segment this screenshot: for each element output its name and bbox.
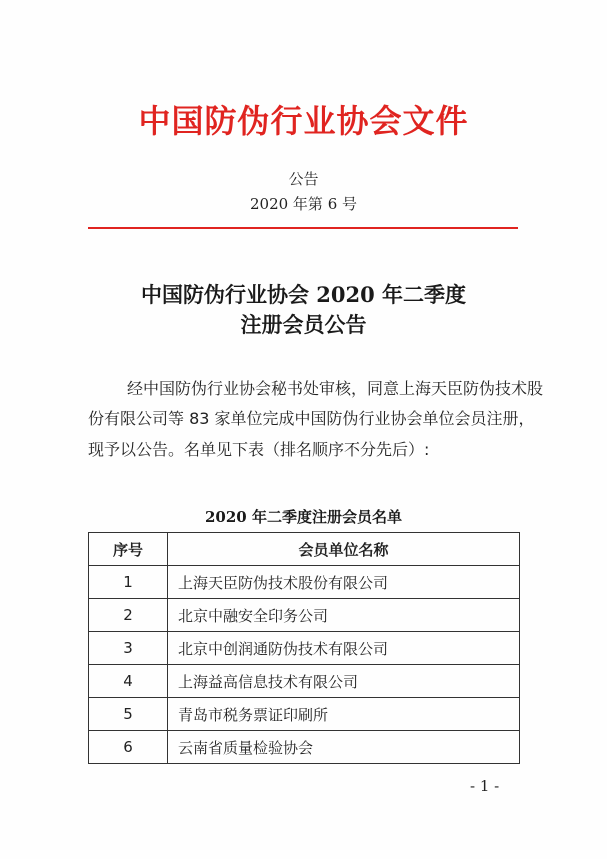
column-header-member-name: 会员单位名称 xyxy=(168,533,520,566)
row-seq-cell: 1 xyxy=(89,566,168,599)
row-seq-cell: 4 xyxy=(89,665,168,698)
body-paragraph-line-2: 份有限公司等 83 家单位完成中国防伪行业协会单位会员注册， xyxy=(88,409,535,428)
row-member-name-cell: 北京中创润通防伪技术有限公司 xyxy=(168,632,520,665)
document-header-title: 中国防伪行业协会文件 xyxy=(138,102,469,140)
row-seq-cell: 5 xyxy=(89,698,168,731)
row-seq-cell: 3 xyxy=(89,632,168,665)
table-row xyxy=(89,665,520,698)
table-header-row xyxy=(89,533,520,566)
table-row xyxy=(89,632,520,665)
row-seq-cell: 2 xyxy=(89,599,168,632)
body-paragraph-line-1: 经中国防伪行业协会秘书处审核，同意上海天臣防伪技术股 xyxy=(127,379,544,398)
row-member-name-cell: 上海天臣防伪技术股份有限公司 xyxy=(168,566,520,599)
body-paragraph-line-3: 现予以公告。名单见下表（排名顺序不分先后）: xyxy=(88,440,430,459)
document-number: 2020 年第 6 号 xyxy=(249,195,358,213)
row-member-name-cell: 北京中融安全印务公司 xyxy=(168,599,520,632)
header-red-divider xyxy=(88,227,518,229)
page-number: - 1 - xyxy=(470,777,500,795)
member-list-table xyxy=(88,532,520,764)
row-member-name-cell: 上海益高信息技术有限公司 xyxy=(168,665,520,698)
column-header-seq: 序号 xyxy=(89,533,168,566)
table-row xyxy=(89,599,520,632)
table-row xyxy=(89,698,520,731)
notice-title-line-1: 中国防伪行业协会 2020 年二季度 xyxy=(140,282,467,307)
row-member-name-cell: 云南省质量检验协会 xyxy=(168,731,520,764)
table-row xyxy=(89,566,520,599)
table-row xyxy=(89,731,520,764)
row-member-name-cell: 青岛市税务票证印刷所 xyxy=(168,698,520,731)
member-table-caption: 2020 年二季度注册会员名单 xyxy=(205,508,402,526)
notice-title-line-2: 注册会员公告 xyxy=(240,312,367,337)
notice-type-label: 公告 xyxy=(288,170,319,188)
row-seq-cell: 6 xyxy=(89,731,168,764)
